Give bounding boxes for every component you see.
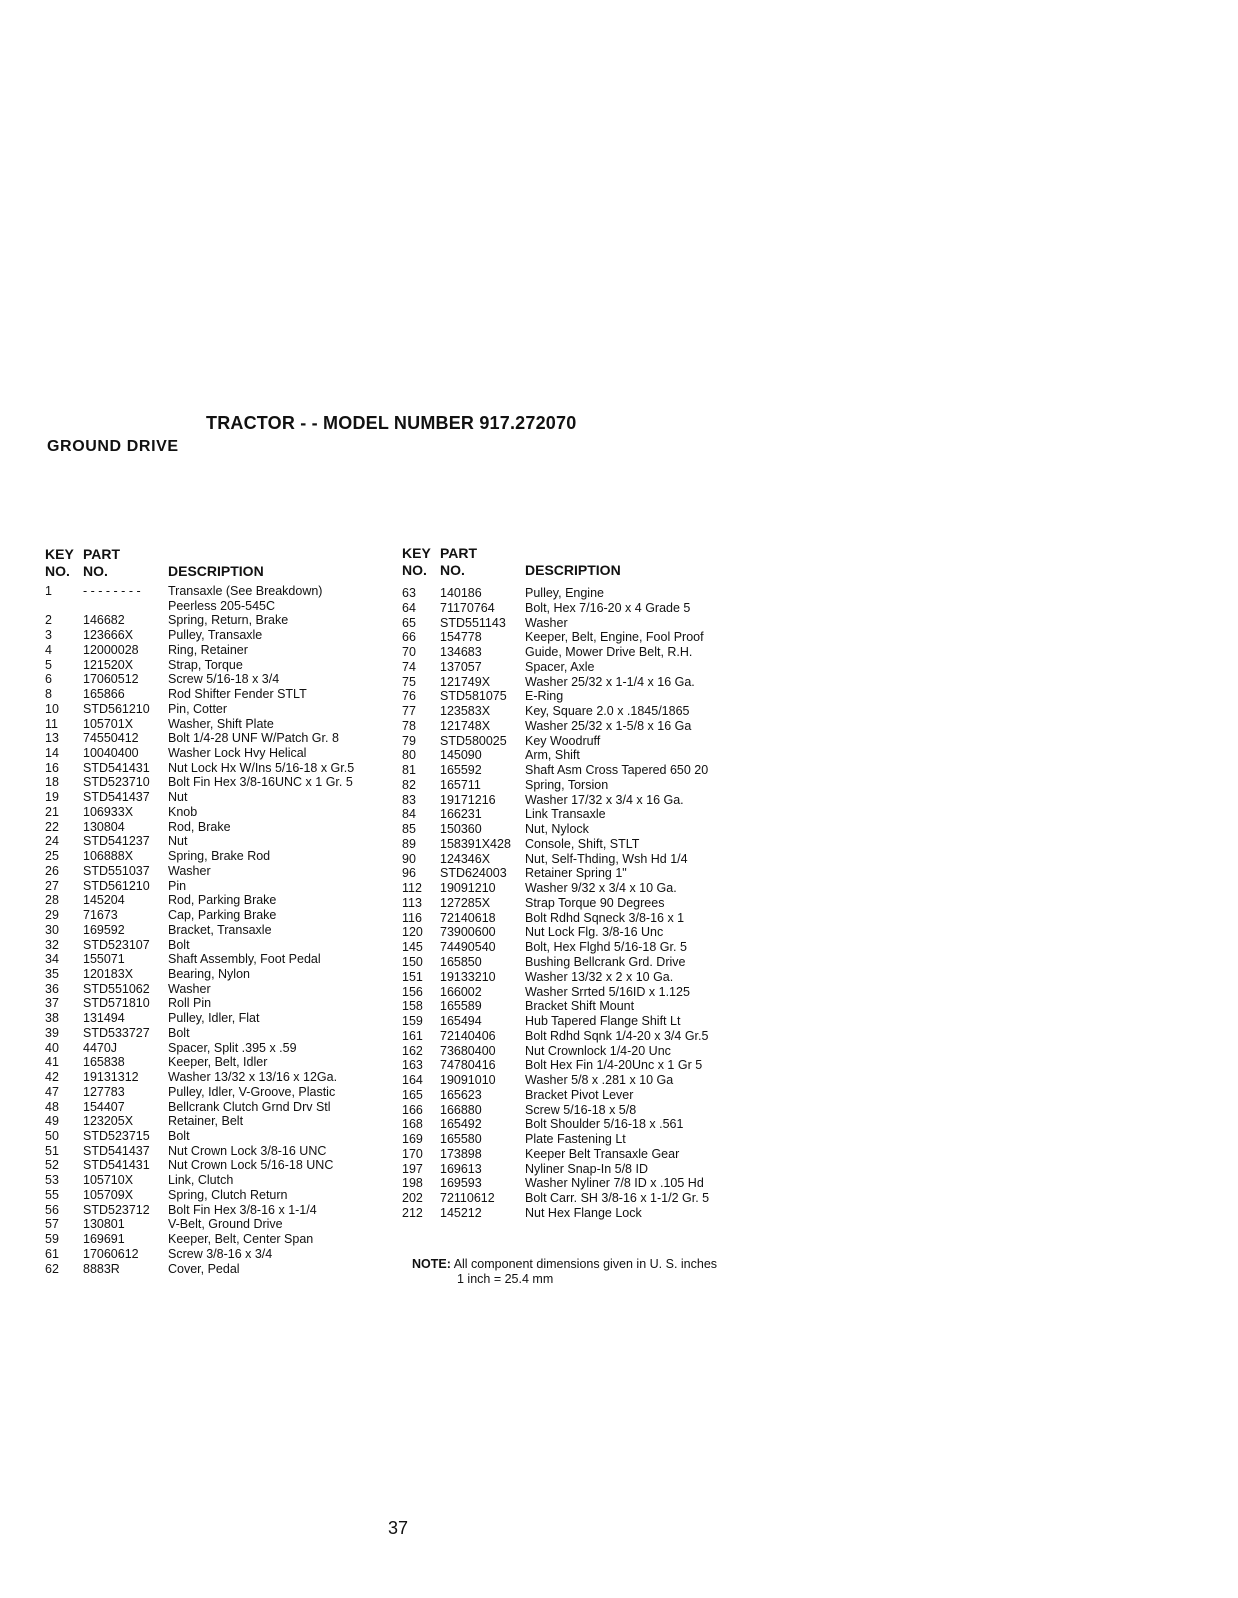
description: Nut Crown Lock 3/8-16 UNC: [168, 1143, 327, 1158]
header-part-no: NO.: [440, 562, 465, 578]
key-no: 24: [45, 834, 59, 849]
description: Knob: [168, 804, 198, 819]
part-no: - - - - - - - -: [83, 584, 141, 598]
description: Washer 25/32 x 1-1/4 x 16 Ga.: [525, 674, 695, 689]
part-no: 130801: [83, 1217, 125, 1232]
part-no: 19091210: [440, 881, 496, 896]
key-no: 65: [402, 615, 416, 630]
description: Bolt Shoulder 5/16-18 x .561: [525, 1117, 684, 1132]
key-no: 13: [45, 731, 59, 746]
description: Nut Crown Lock 5/16-18 UNC: [168, 1158, 334, 1173]
description: Washer Srrted 5/16ID x 1.125: [525, 984, 690, 999]
key-no: 57: [45, 1217, 59, 1232]
description: Spring, Torsion: [525, 777, 609, 792]
description: Shaft Assembly, Foot Pedal: [168, 952, 321, 967]
part-no: STD624003: [440, 866, 507, 881]
header-key-no: NO.: [402, 562, 427, 578]
key-no: 62: [45, 1261, 59, 1276]
key-no: 32: [45, 937, 59, 952]
part-no: 154407: [83, 1099, 125, 1114]
key-no: 113: [402, 895, 422, 910]
key-no: 202: [402, 1191, 423, 1206]
part-no: 134683: [440, 645, 482, 660]
key-no: 70: [402, 645, 416, 660]
key-no: 81: [402, 763, 416, 778]
description: Washer: [168, 981, 211, 996]
note-line-1: All component dimensions given in U. S. inches: [453, 1257, 718, 1271]
part-no: 165623: [440, 1087, 482, 1102]
key-no: 34: [45, 952, 59, 967]
part-no: 137057: [440, 659, 482, 674]
header-description: DESCRIPTION: [525, 562, 621, 578]
header-description: DESCRIPTION: [168, 563, 264, 579]
part-no: STD561210: [83, 878, 150, 893]
key-no: 41: [45, 1055, 59, 1070]
part-no: 121749X: [440, 674, 491, 689]
key-no: 2: [45, 613, 52, 628]
key-no: 89: [402, 836, 416, 851]
header-part: PART: [440, 545, 478, 561]
part-no: STD551062: [83, 981, 150, 996]
part-no: STD523710: [83, 775, 150, 790]
description: Bushing Bellcrank Grd. Drive: [525, 955, 686, 969]
part-no: 165589: [440, 999, 482, 1014]
key-no: 18: [45, 775, 59, 790]
key-no: 10: [45, 701, 59, 716]
part-no: 72110612: [440, 1191, 495, 1206]
part-no: 165711: [440, 777, 481, 792]
description: Spring, Clutch Return: [168, 1187, 288, 1202]
key-no: 63: [402, 586, 416, 600]
key-no: 163: [402, 1058, 423, 1073]
description: Washer 25/32 x 1-5/8 x 16 Ga: [525, 718, 692, 733]
description: Pulley, Idler, V-Groove, Plastic: [168, 1084, 336, 1099]
key-no: 59: [45, 1232, 59, 1247]
part-no: 74780416: [440, 1058, 496, 1073]
part-no: 73680400: [440, 1043, 496, 1058]
key-no: 77: [402, 704, 416, 719]
key-no: 90: [402, 851, 416, 866]
description: Washer Lock Hvy Helical: [168, 746, 307, 761]
part-no: 12000028: [83, 642, 139, 657]
part-no: 123583X: [440, 704, 491, 719]
description: Nut Lock Flg. 3/8-16 Unc: [525, 925, 664, 940]
part-no: 165866: [83, 687, 125, 702]
description: Washer Nyliner 7/8 ID x .105 Hd: [525, 1176, 704, 1191]
key-no: 8: [45, 687, 52, 702]
description: Bolt Rdhd Sqneck 3/8-16 x 1: [525, 910, 685, 925]
key-no: 51: [45, 1143, 59, 1158]
description: Console, Shift, STLT: [525, 836, 640, 851]
description: Link Transaxle: [525, 807, 606, 822]
description: Keeper, Belt, Engine, Fool Proof: [525, 630, 704, 645]
key-no: 42: [45, 1070, 59, 1085]
key-no: 3: [45, 628, 52, 643]
part-no: STD541431: [83, 1158, 150, 1173]
key-no: 19: [45, 790, 59, 805]
description: Keeper, Belt, Center Span: [168, 1232, 314, 1247]
part-no: 165580: [440, 1132, 482, 1147]
key-no: 156: [402, 984, 423, 999]
description: Bolt Fin Hex 3/8-16 x 1-1/4: [168, 1202, 317, 1217]
part-no: 169691: [83, 1232, 125, 1247]
part-no: 71170764: [440, 600, 495, 615]
key-no: 6: [45, 672, 52, 687]
part-no: 17060512: [83, 672, 139, 687]
description: Washer 13/32 x 2 x 10 Ga.: [525, 969, 674, 984]
part-no: STD541431: [83, 760, 150, 775]
key-no: 28: [45, 893, 59, 908]
description: Arm, Shift: [525, 748, 580, 763]
header-key: KEY: [45, 546, 74, 562]
description: Keeper Belt Transaxle Gear: [525, 1146, 680, 1161]
description: Bracket Pivot Lever: [525, 1087, 634, 1102]
key-no: 52: [45, 1158, 59, 1173]
description: Bolt Fin Hex 3/8-16UNC x 1 Gr. 5: [168, 775, 353, 790]
key-no: 35: [45, 966, 59, 981]
description: Rod Shifter Fender STLT: [168, 687, 307, 702]
description: Nut, Self-Thding, Wsh Hd 1/4: [525, 851, 688, 866]
part-no: 8883R: [83, 1261, 120, 1276]
key-no: 47: [45, 1084, 59, 1099]
key-no: 74: [402, 659, 416, 674]
part-no: 145212: [440, 1205, 482, 1220]
part-no: 165492: [440, 1117, 482, 1132]
part-no: 105710X: [83, 1173, 134, 1188]
description: Nut: [168, 834, 188, 849]
description: Keeper, Belt, Idler: [168, 1055, 268, 1070]
key-no: 159: [402, 1014, 423, 1029]
part-no: 74490540: [440, 940, 496, 955]
key-no: 164: [402, 1073, 423, 1088]
key-no: 55: [45, 1187, 59, 1202]
description: Bolt: [168, 1129, 190, 1143]
section-title: GROUND DRIVE: [47, 438, 179, 455]
part-no: 166880: [440, 1102, 482, 1117]
key-no: 36: [45, 981, 59, 996]
key-no: 170: [402, 1146, 423, 1161]
description: Spacer, Split .395 x .59: [168, 1040, 297, 1055]
description: Washer 13/32 x 13/16 x 12Ga.: [168, 1070, 338, 1085]
description: Ring, Retainer: [168, 642, 248, 657]
description: Bearing, Nylon: [168, 966, 250, 981]
page-number: 37: [388, 1518, 409, 1538]
part-no: 19133210: [440, 969, 496, 984]
part-no: STD541437: [83, 790, 150, 805]
description: Retainer, Belt: [168, 1114, 244, 1129]
part-no: 166002: [440, 984, 482, 999]
part-no: 4470J: [83, 1040, 118, 1055]
part-no: STD551143: [440, 615, 506, 630]
key-no: 165: [402, 1087, 423, 1102]
description: Nut Crownlock 1/4-20 Unc: [525, 1043, 671, 1058]
key-no: 112: [402, 881, 422, 896]
part-no: 121748X: [440, 718, 491, 733]
description: Nut: [168, 790, 188, 805]
part-no: STD541237: [83, 834, 150, 849]
part-no: 131494: [83, 1011, 125, 1026]
description: Link, Clutch: [168, 1173, 234, 1188]
key-no: 158: [402, 999, 423, 1014]
description: Bolt: [168, 1025, 190, 1040]
part-no: 173898: [440, 1146, 482, 1161]
part-no: 72140618: [440, 910, 496, 925]
description: Peerless 205-545C: [168, 598, 276, 613]
key-no: 49: [45, 1114, 59, 1129]
key-no: 198: [402, 1176, 423, 1191]
part-no: 121520X: [83, 657, 134, 672]
key-no: 76: [402, 689, 416, 704]
description: Cap, Parking Brake: [168, 908, 277, 923]
description: Screw 5/16-18 x 3/4: [168, 672, 280, 687]
part-no: 154778: [440, 630, 482, 645]
description: Spring, Brake Rod: [168, 849, 271, 864]
key-no: 151: [402, 969, 423, 984]
description: Rod, Brake: [168, 819, 231, 834]
description: Washer 5/8 x .281 x 10 Ga: [525, 1073, 674, 1088]
part-no: STD523107: [83, 937, 150, 952]
part-no: 123666X: [83, 628, 134, 643]
description: Washer, Shift Plate: [168, 716, 274, 731]
part-no: 155071: [83, 952, 125, 967]
key-no: 39: [45, 1025, 59, 1040]
description: Bolt 1/4-28 UNF W/Patch Gr. 8: [168, 731, 339, 746]
part-no: 165494: [440, 1014, 482, 1029]
key-no: 162: [402, 1043, 423, 1058]
key-no: 37: [45, 996, 59, 1011]
description: Nut Lock Hx W/Ins 5/16-18 x Gr.5: [168, 760, 355, 775]
page-title: TRACTOR - - MODEL NUMBER 917.272070: [206, 413, 577, 433]
key-no: 29: [45, 908, 59, 923]
description: Bolt Rdhd Sqnk 1/4-20 x 3/4 Gr.5: [525, 1028, 709, 1043]
key-no: 85: [402, 822, 416, 837]
part-no: STD551037: [83, 863, 150, 878]
description: Pin, Cotter: [168, 701, 228, 716]
part-no: STD523712: [83, 1202, 150, 1217]
key-no: 79: [402, 733, 416, 748]
key-no: 5: [45, 657, 52, 672]
key-no: 212: [402, 1205, 423, 1220]
part-no: 120183X: [83, 966, 134, 981]
description: Roll Pin: [168, 996, 212, 1011]
key-no: 116: [402, 910, 422, 925]
part-no: 105709X: [83, 1187, 134, 1202]
key-no: 161: [402, 1028, 423, 1043]
part-no: STD533727: [83, 1025, 150, 1040]
key-no: 38: [45, 1011, 59, 1026]
description: Guide, Mower Drive Belt, R.H.: [525, 645, 693, 660]
part-no: 158391X428: [440, 836, 511, 851]
part-no: 145204: [83, 893, 125, 908]
description: Bolt, Hex Flghd 5/16-18 Gr. 5: [525, 940, 687, 955]
key-no: 56: [45, 1202, 59, 1217]
part-no: STD581075: [440, 689, 507, 704]
part-no: 150360: [440, 822, 482, 837]
key-no: 22: [45, 819, 59, 834]
part-no: STD561210: [83, 701, 150, 716]
part-no: 19091010: [440, 1073, 496, 1088]
note-label: NOTE:: [412, 1257, 451, 1271]
key-no: 50: [45, 1129, 59, 1143]
description: Spacer, Axle: [525, 659, 595, 674]
description: Retainer Spring 1": [525, 866, 627, 881]
part-no: 106888X: [83, 849, 134, 864]
description: Nyliner Snap-In 5/8 ID: [525, 1161, 648, 1176]
key-no: 83: [402, 792, 416, 807]
key-no: 40: [45, 1040, 59, 1055]
key-no: 82: [402, 777, 416, 792]
part-no: 124346X: [440, 851, 491, 866]
description: Pin: [168, 878, 187, 893]
key-no: 120: [402, 925, 423, 940]
part-no: 72140406: [440, 1028, 496, 1043]
part-no: 19171216: [440, 792, 496, 807]
part-no: 145090: [440, 748, 482, 763]
part-no: STD580025: [440, 733, 507, 748]
description: Shaft Asm Cross Tapered 650 20: [525, 763, 709, 778]
key-no: 168: [402, 1117, 423, 1132]
part-no: 169592: [83, 922, 125, 937]
part-no: 71673: [83, 908, 118, 923]
part-no: STD523715: [83, 1129, 150, 1143]
key-no: 1: [45, 584, 52, 598]
key-no: 21: [45, 804, 59, 819]
description: Pulley, Idler, Flat: [168, 1011, 260, 1026]
description: Washer: [168, 863, 211, 878]
key-no: 78: [402, 718, 416, 733]
description: Key Woodruff: [525, 733, 601, 748]
description: Pulley, Transaxle: [168, 628, 263, 643]
part-no: 123205X: [83, 1114, 134, 1129]
key-no: 61: [45, 1246, 59, 1261]
key-no: 75: [402, 674, 416, 689]
key-no: 66: [402, 630, 416, 645]
key-no: 30: [45, 922, 59, 937]
description: Hub Tapered Flange Shift Lt: [525, 1014, 681, 1029]
description: Washer 9/32 x 3/4 x 10 Ga.: [525, 881, 677, 896]
note: [412, 1257, 718, 1286]
key-no: 27: [45, 878, 59, 893]
key-no: 16: [45, 760, 59, 775]
key-no: 64: [402, 600, 416, 615]
key-no: 48: [45, 1099, 59, 1114]
header-key: KEY: [402, 545, 431, 561]
description: Bracket, Transaxle: [168, 922, 272, 937]
description: Bolt Carr. SH 3/8-16 x 1-1/2 Gr. 5: [525, 1191, 710, 1206]
description: Strap, Torque: [168, 657, 243, 672]
description: Bellcrank Clutch Grnd Drv Stl: [168, 1099, 331, 1114]
header-part: PART: [83, 546, 121, 562]
key-no: 11: [45, 716, 58, 731]
part-no: 140186: [440, 586, 482, 600]
part-no: 73900600: [440, 925, 496, 940]
part-no: 17060612: [83, 1246, 139, 1261]
part-no: 106933X: [83, 804, 134, 819]
header-key-no: NO.: [45, 563, 70, 579]
key-no: 150: [402, 955, 423, 969]
key-no: 4: [45, 642, 52, 657]
description: V-Belt, Ground Drive: [168, 1217, 283, 1232]
key-no: 169: [402, 1132, 423, 1147]
description: E-Ring: [525, 689, 564, 704]
description: Rod, Parking Brake: [168, 893, 277, 908]
part-no: 130804: [83, 819, 125, 834]
part-no: 127783: [83, 1084, 125, 1099]
description: Washer 17/32 x 3/4 x 16 Ga.: [525, 792, 684, 807]
description: Key, Square 2.0 x .1845/1865: [525, 704, 690, 719]
key-no: 14: [45, 746, 59, 761]
description: Plate Fastening Lt: [525, 1132, 626, 1147]
description: Bolt: [168, 937, 190, 952]
part-no: 169613: [440, 1161, 482, 1176]
part-no: STD541437: [83, 1143, 150, 1158]
key-no: 53: [45, 1173, 59, 1188]
description: Bolt Hex Fin 1/4-20Unc x 1 Gr 5: [525, 1058, 703, 1073]
part-no: 10040400: [83, 746, 139, 761]
note-line-2: 1 inch = 25.4 mm: [457, 1272, 554, 1286]
part-no: 169593: [440, 1176, 482, 1191]
part-no: 105701X: [83, 716, 134, 731]
description: Nut Hex Flange Lock: [525, 1205, 642, 1220]
part-no: 166231: [440, 807, 482, 822]
description: Bolt, Hex 7/16-20 x 4 Grade 5: [525, 600, 691, 615]
key-no: 166: [402, 1102, 423, 1117]
key-no: 96: [402, 866, 416, 881]
description: Bracket Shift Mount: [525, 999, 635, 1014]
description: Spring, Return, Brake: [168, 613, 289, 628]
part-no: 146682: [83, 613, 125, 628]
key-no: 84: [402, 807, 416, 822]
part-no: STD571810: [83, 996, 150, 1011]
description: Screw 5/16-18 x 5/8: [525, 1102, 637, 1117]
description: Washer: [525, 615, 568, 630]
description: Screw 3/8-16 x 3/4: [168, 1246, 273, 1261]
description: Pulley, Engine: [525, 586, 604, 600]
part-no: 165838: [83, 1055, 125, 1070]
description: Strap Torque 90 Degrees: [525, 895, 665, 910]
key-no: 80: [402, 748, 416, 763]
part-no: 19131312: [83, 1070, 139, 1085]
part-no: 74550412: [83, 731, 139, 746]
key-no: 197: [402, 1161, 423, 1176]
key-no: 26: [45, 863, 59, 878]
key-no: 25: [45, 849, 59, 864]
header-part-no: NO.: [83, 563, 108, 579]
description: Cover, Pedal: [168, 1261, 240, 1276]
part-no: 165850: [440, 955, 482, 969]
description: Transaxle (See Breakdown): [168, 584, 323, 598]
description: Nut, Nylock: [525, 822, 589, 837]
key-no: 145: [402, 940, 423, 955]
part-no: 165592: [440, 763, 482, 778]
part-no: 127285X: [440, 895, 491, 910]
